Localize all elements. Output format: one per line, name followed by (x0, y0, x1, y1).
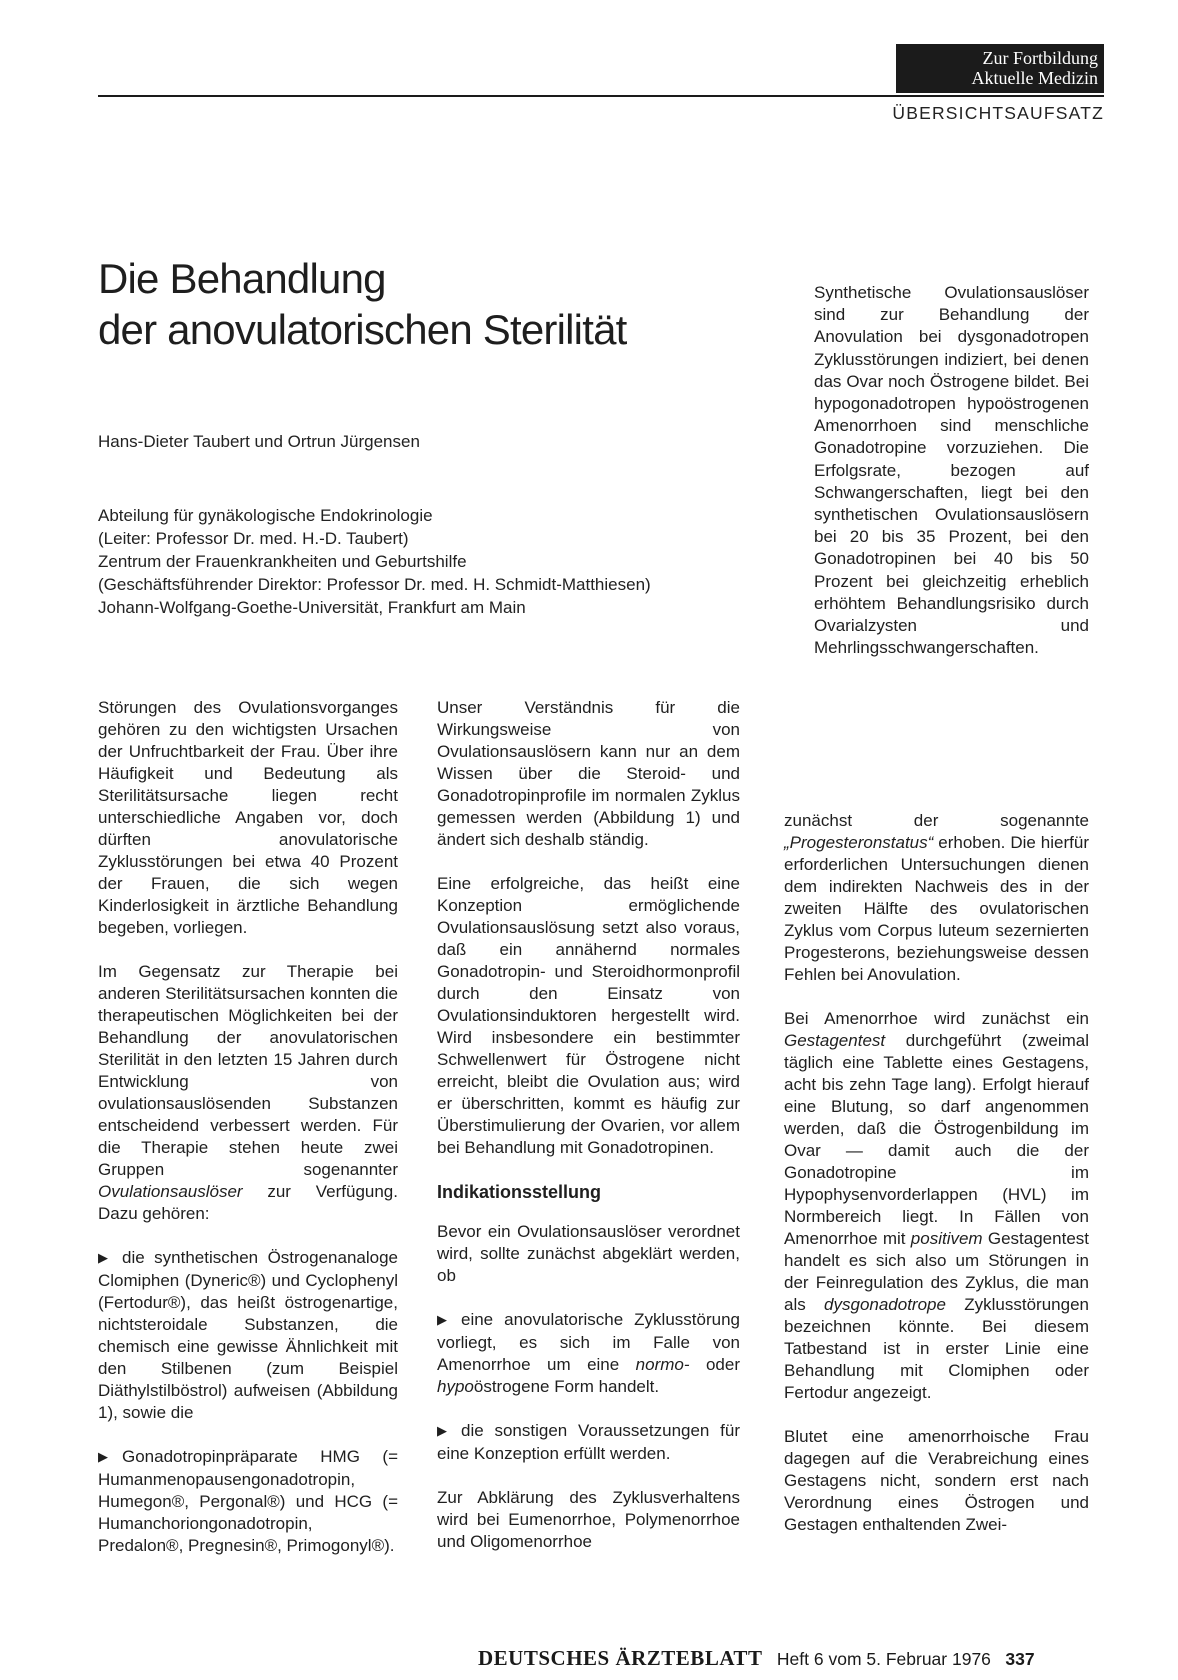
bullet-triangle-icon: ▶ (98, 1250, 108, 1265)
paragraph: zunächst der sogenannte „Progesteronstatus“ erhoben. Die hierfür erforderlichen Untersuchungen dienen dem indirekten Nachweis des in der zweiten Hälfte des ovulatorischen Zyklus vom Corpus luteum sezernierten Progesterons, beziehungsweise dessen Fehlen bei Anovulation. (784, 811, 1089, 984)
affiliation-line: (Leiter: Professor Dr. med. H.-D. Taubert) (98, 529, 409, 548)
paragraph: Bevor ein Ovulationsauslöser verordnet wird, sollte zunächst abgeklärt werden, ob (437, 1222, 740, 1285)
title-line-2: der anovulatorischen Sterilität (98, 306, 627, 353)
section-label: ÜBERSICHTSAUFSATZ (892, 103, 1104, 123)
summary-abstract: Synthetische Ovulationsauslöser sind zur Behandlung der Anovulation bei dysgonadotropen Zyklusstörungen indiziert, bei denen das Ovar noch Östrogene bildet. Bei hypogonadotropen hypoöstrogenen Amenorrhoen sind menschliche Gonadotropine vorzuziehen. Die Erfolgsrate, bezogen auf Schwangerschaften, liegt bei den synthetischen Ovulationsauslösern bei 20 bis 35 Prozent, bei den Gonadotropinen bei 40 bis 50 Prozent bei gleichzeitig erheblich erhöhtem Behandlungsrisiko durch Ovarialzysten und Mehrlingsschwangerschaften. (814, 283, 1089, 658)
affiliation-line: Abteilung für gynäkologische Endokrinologie (98, 506, 433, 525)
journal-name: DEUTSCHES ÄRZTEBLATT (478, 1646, 763, 1670)
column-3 (784, 810, 1089, 1536)
bullet-item: ▶ die sonstigen Voraussetzungen für eine Konzeption erfüllt werden. (437, 1421, 740, 1463)
header-rule (98, 95, 1104, 97)
affiliation-line: Zentrum der Frauenkrankheiten und Geburtshilfe (98, 552, 467, 571)
page-footer (478, 1646, 1035, 1671)
paragraph: Unser Verständnis für die Wirkungsweise von Ovulationsauslösern kann nur an dem Wissen über die Steroid- und Gonadotropinprofile im normalen Zyklus gemessen werden (Abbildung 1) und ändert sich deshalb ständig. (437, 698, 740, 849)
page-number: 337 (1005, 1649, 1035, 1669)
bullet-triangle-icon: ▶ (98, 1449, 108, 1464)
bullet-item: ▶ Gonadotropinpräparate HMG (= Humanmenopausengonadotropin, Humegon®, Pergonal®) und HCG (= Humanchoriongonadotropin, Predalon®, Pregnesin®, Primogonyl®). (98, 1447, 398, 1555)
issue-info: Heft 6 vom 5. Februar 1976 (776, 1649, 991, 1669)
badge-line-2: Aktuelle Medizin (971, 68, 1098, 88)
bullet-item: ▶ die synthetischen Östrogenanaloge Clomiphen (Dyneric®) und Cyclophenyl (Fertodur®), das heißt östrogenartige, nichtsteroidale Substanzen, die chemisch eine gewisse Ähnlichkeit mit den Stilbenen (zum Beispiel Diäthylstilböstrol) aufweisen (Abbildung 1), sowie die (98, 1248, 398, 1422)
paragraph: Blutet eine amenorrhoische Frau dagegen auf die Verabreichung eines Gestagens nicht, sondern erst nach Verordnung eines Östrogen und Gestagen enthaltenden Zwei- (784, 1427, 1089, 1534)
title-line-1: Die Behandlung (98, 255, 386, 302)
paragraph: Eine erfolgreiche, das heißt eine Konzeption ermöglichende Ovulationsauslösung setzt also voraus, daß ein annähernd normales Gonadotropin- und Steroidhormonprofil durch den Einsatz von Ovulationsinduktoren hergestellt wird. Wird insbesondere ein bestimmter Schwellenwert für Östrogene nicht erreicht, bleibt die Ovulation aus; wird er überschritten, kommt es häufig zur Überstimulierung der Ovarien, vor allem bei Behandlung mit Gonadotropinen. (437, 874, 740, 1157)
subheading: Indikationsstellung (437, 1182, 602, 1202)
affiliation-line: Johann-Wolfgang-Goethe-Universität, Frankfurt am Main (98, 598, 526, 617)
section-badge (896, 44, 1104, 93)
authors: Hans-Dieter Taubert und Ortrun Jürgensen (98, 432, 420, 451)
column-1 (98, 697, 398, 1557)
paragraph: Zur Abklärung des Zyklusverhaltens wird bei Eumenorrhoe, Polymenorrhoe und Oligomenorrhoe (437, 1488, 740, 1551)
affiliation (98, 504, 651, 619)
paragraph: Bei Amenorrhoe wird zunächst ein Gestagentest durchgeführt (zweimal täglich eine Tablette eines Gestagens, acht bis zehn Tage lang). Erfolgt hierauf eine Blutung, so darf angenommen werden, daß die Östrogenbildung im Ovar — damit auch die der Gonadotropine im Hypophysenvorderlappen (HVL) im Normbereich liegt. In Fällen von Amenorrhoe mit positivem Gestagentest handelt es sich also um Störungen in der Feinregulation des Zyklus, die man als dysgonadotrope Zyklusstörungen bezeichnen könnte. Bei diesem Tatbestand ist in erster Linie eine Behandlung mit Clomiphen oder Fertodur angezeigt. (784, 1009, 1089, 1402)
column-2 (437, 697, 740, 1553)
paragraph: Störungen des Ovulationsvorganges gehören zu den wichtigsten Ursachen der Unfruchtbarkeit der Frau. Über ihre Häufigkeit und Bedeutung als Sterilitätsursache liegen recht unterschiedliche Angaben vor, doch dürften anovulatorische Zyklusstörungen bei etwa 40 Prozent der Frauen, die sich wegen Kinderlosigkeit in ärztliche Behandlung begeben, vorliegen. (98, 698, 398, 937)
affiliation-line: (Geschäftsführender Direktor: Professor Dr. med. H. Schmidt-Matthiesen) (98, 575, 651, 594)
bullet-triangle-icon: ▶ (437, 1423, 447, 1438)
article-title (98, 253, 627, 355)
bullet-triangle-icon: ▶ (437, 1312, 447, 1327)
paragraph: Im Gegensatz zur Therapie bei anderen Sterilitätsursachen konnten die therapeutischen Möglichkeiten bei der Behandlung der anovulatorischen Sterilität in den letzten 15 Jahren durch Entwicklung von ovulationsauslösenden Substanzen entscheidend verbessert werden. Für die Therapie stehen heute zwei Gruppen sogenannter Ovulationsauslöser zur Verfügung. Dazu gehören: (98, 962, 398, 1223)
badge-line-1: Zur Fortbildung (982, 48, 1098, 68)
bullet-item: ▶ eine anovulatorische Zyklusstörung vorliegt, es sich im Falle von Amenorrhoe um eine normo- oder hypoöstrogene Form handelt. (437, 1310, 740, 1396)
